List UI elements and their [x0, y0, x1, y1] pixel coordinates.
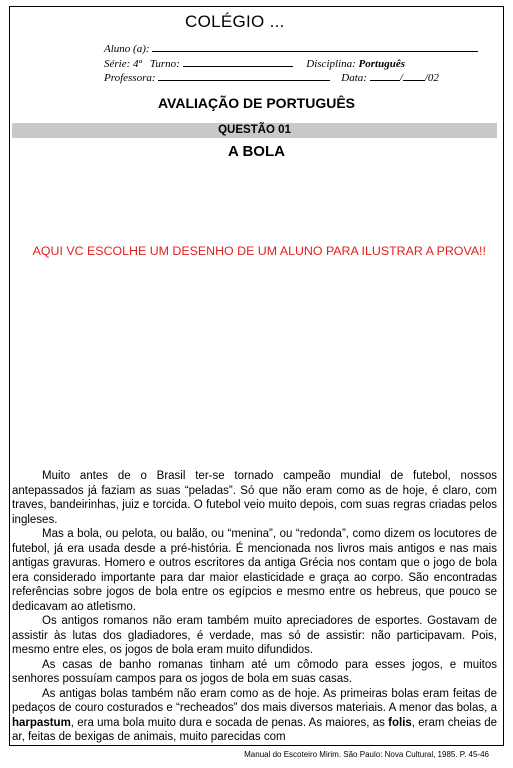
paragraph-4: As casas de banho romanas tinham até um cômodo para esses jogos, e muitos senhores possuíam campos para os jogos de bola em suas casas. — [12, 658, 497, 685]
paragraph-5-part-a: As antigas bolas também não eram como as de hoje. As primeiras bolas eram feitas de pedaços de couro costurados e “recheados” dos mais diversos materiais. A menor das bolas, a — [12, 687, 497, 714]
illustration-note-text: AQUI VC ESCOLHE UM DESENHO DE UM ALUNO PARA ILUSTRAR A PROVA!! — [32, 244, 486, 258]
term-folis: folis — [388, 716, 412, 729]
date-day-blank — [370, 70, 400, 81]
teacher-blank — [158, 70, 330, 81]
date-month-blank — [403, 70, 425, 81]
reading-text — [12, 469, 497, 745]
question-label-bar: QUESTÃO 01 — [12, 123, 497, 138]
student-name-row — [104, 41, 478, 55]
paragraph-1: Muito antes de o Brasil ter-se tornado campeão mundial de futebol, nossos antepassados já faziam as suas “peladas”. Só que não eram como as de hoje, é claro, com traves, bandeirinhas, juiz e torcida. O futebol veio muito depois, com suas regras criadas pelos ingleses. — [12, 470, 497, 526]
shift-blank — [183, 56, 293, 67]
paragraph-5-part-c: , era uma bola muito dura e socada de penas. As maiores, as — [70, 716, 389, 729]
illustration-note — [12, 244, 497, 259]
paragraph-5 — [12, 687, 497, 745]
paragraph-5-part-e: , eram cheias de ar, feitas de bexigas de animais, muito parecidas com — [12, 716, 498, 743]
source-citation: Manual do Escoteiro Mirim. São Paulo: Nova Cultural, 1985. P. 45-46 — [244, 750, 489, 759]
subject-value: Português — [358, 58, 405, 70]
date-year: /02 — [424, 72, 439, 84]
school-name: COLÉGIO ... — [185, 12, 285, 31]
term-harpastum: harpastum — [12, 716, 71, 729]
teacher-label: Professora: — [104, 72, 156, 84]
exam-title: AVALIAÇÃO DE PORTUGUÊS — [157, 95, 356, 111]
paragraph-2: Mas a bola, ou pelota, ou balão, ou “menina”, ou “redonda”, como dizem os locutores de futebol, já era usada desde a pré-história. É mencionada nos livros mais antigos e nas mais antigas gravuras. Homero e outros escritores da antiga Grécia nos contam que o jogo de bola era considerado importante para dar maior elasticidade e graça ao corpo. São encontradas referências sobre jogos de bola entre os egípcios e mesmo entre os hebreus, que pouco se dedicavam ao atletismo. — [12, 528, 497, 613]
paragraph-3: Os antigos romanos não eram também muito apreciadores de esportes. Gostavam de assistir às lutas dos gladiadores, é verdade, mas só de assistir: não participavam. Pois, mesmo entre eles, os jogos de bola eram muito difundidos. — [12, 615, 497, 656]
grade-row — [104, 56, 405, 70]
student-name-blank — [152, 41, 478, 52]
teacher-row — [104, 70, 439, 84]
grade-label: Série: 4ª — [104, 58, 142, 70]
text-title: A BOLA — [228, 143, 285, 160]
date-sep-1: / — [399, 72, 403, 84]
shift-label: Turno: — [149, 58, 180, 70]
date-label: Data: — [341, 72, 367, 84]
subject-label: Disciplina: — [306, 58, 356, 70]
student-label: Aluno (a): — [104, 43, 150, 55]
